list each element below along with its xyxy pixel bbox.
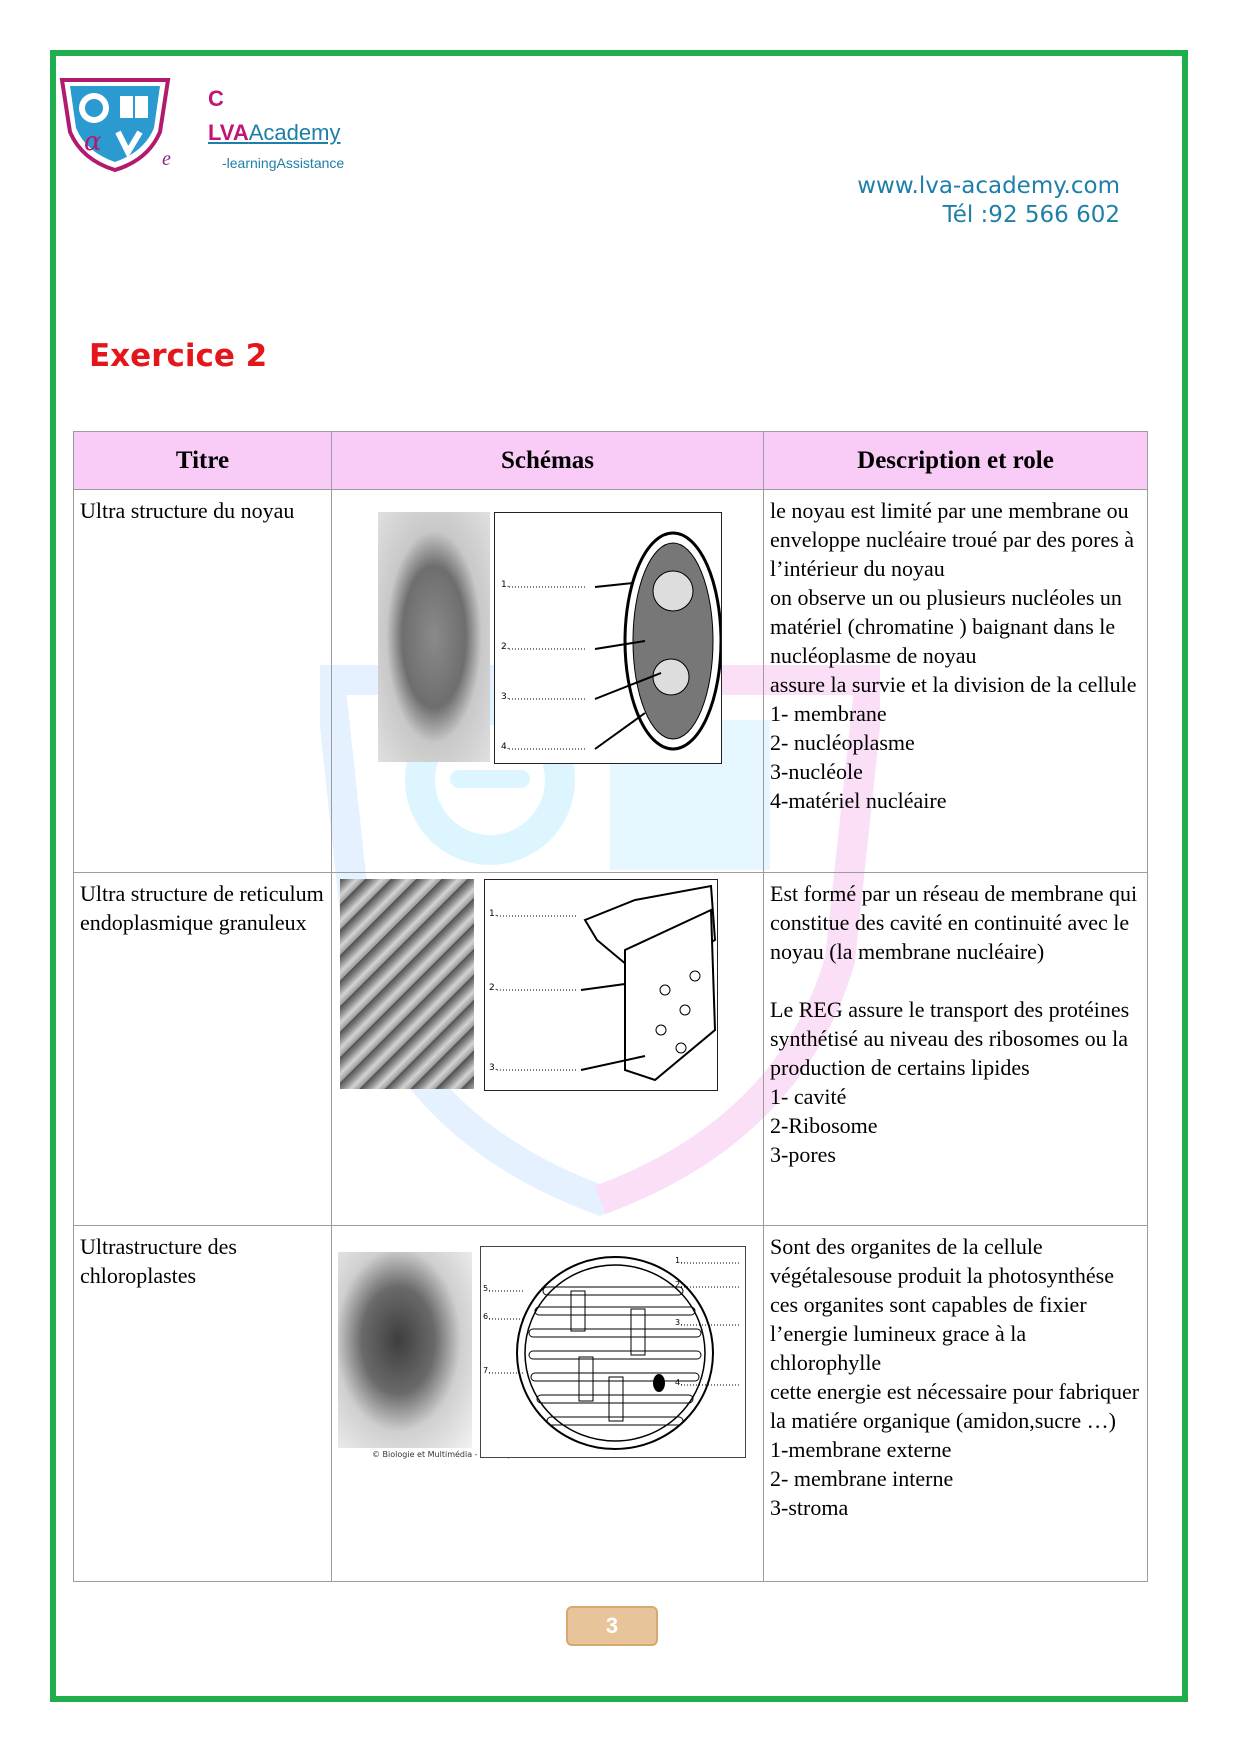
diagram-label-3: 3. bbox=[675, 1318, 683, 1327]
header-titre: Titre bbox=[74, 432, 332, 490]
header-description: Description et role bbox=[764, 432, 1148, 490]
diagram-label-2: 2. bbox=[501, 642, 510, 652]
diagram-label-3: 3. bbox=[501, 692, 510, 702]
schema-cell bbox=[332, 490, 764, 873]
table-row bbox=[74, 490, 1148, 873]
diagram-label-2: 2. bbox=[675, 1280, 683, 1289]
description-line: 2- membrane interne bbox=[770, 1466, 954, 1491]
diagram-label-7: 7. bbox=[483, 1366, 491, 1375]
diagram-label-5: 5. bbox=[483, 1284, 491, 1293]
reticulum-micrograph bbox=[340, 879, 474, 1089]
diagram-label-1: 1. bbox=[501, 580, 510, 590]
description-line: 3-nucléole bbox=[770, 759, 863, 784]
description-line: Le REG assure le transport des protéines synthétisé au niveau des ribosomes ou la production de certains lipides bbox=[770, 997, 1130, 1080]
brand-name[interactable] bbox=[208, 120, 340, 146]
diagram-label-3: 3. bbox=[489, 1063, 498, 1073]
row-title: Ultra structure de reticulum endoplasmique granuleux bbox=[74, 873, 332, 1226]
lva-academy-logo bbox=[56, 76, 174, 172]
diagram-label-6: 6. bbox=[483, 1312, 491, 1321]
description-line: assure la survie et la division de la cellule bbox=[770, 672, 1137, 697]
brand-letter-e: e bbox=[162, 148, 171, 170]
description-line: 2-Ribosome bbox=[770, 1113, 878, 1138]
reticulum-diagram bbox=[484, 879, 718, 1091]
description-line: 1- cavité bbox=[770, 1084, 847, 1109]
chloroplast-micrograph bbox=[338, 1252, 472, 1448]
header-schemas: Schémas bbox=[332, 432, 764, 490]
description-line: 1- membrane bbox=[770, 701, 887, 726]
table-row bbox=[74, 1226, 1148, 1582]
description-line: Est formé par un réseau de membrane qui constitue des cavité en continuité avec le noyau (la membrane nucléaire) bbox=[770, 881, 1138, 964]
diagram-label-2: 2. bbox=[489, 983, 498, 993]
description-line: Sont des organites de la cellule végétalesouse produit la photosynthése bbox=[770, 1234, 1114, 1288]
diagram-label-4: 4. bbox=[501, 742, 510, 752]
description-line: le noyau est limité par une membrane ou enveloppe nucléaire troué par des pores à l’intérieur du noyau bbox=[770, 498, 1135, 581]
description-cell bbox=[764, 1226, 1148, 1582]
exercise-table bbox=[73, 431, 1148, 1582]
description-spacer bbox=[770, 966, 1141, 995]
description-line: 1-membrane externe bbox=[770, 1437, 952, 1462]
description-line: 3-pores bbox=[770, 1142, 836, 1167]
description-line: 2- nucléoplasme bbox=[770, 730, 915, 755]
exercise-title: Exercice 2 bbox=[89, 338, 268, 374]
diagram-label-1: 1. bbox=[675, 1256, 683, 1265]
contact-block bbox=[760, 172, 1120, 230]
nucleus-diagram bbox=[494, 512, 722, 764]
page-number-badge: 3 bbox=[566, 1606, 658, 1646]
row-title: Ultra structure du noyau bbox=[74, 490, 332, 873]
schema-cell bbox=[332, 873, 764, 1226]
svg-text:α: α bbox=[84, 127, 102, 157]
diagram-label-4: 4. bbox=[675, 1378, 683, 1387]
nucleus-micrograph bbox=[378, 512, 490, 762]
chloroplast-diagram bbox=[480, 1246, 746, 1458]
description-cell bbox=[764, 873, 1148, 1226]
photo-credit: © Biologie et Multimédia - G. Tucquet bbox=[372, 1450, 523, 1459]
description-line: on observe un ou plusieurs nucléoles un matériel (chromatine ) baignant dans le nucléoplasme de noyau bbox=[770, 585, 1122, 668]
diagram-label-1: 1. bbox=[489, 909, 498, 919]
description-line: ces organites sont capables de fixier l’energie lumineux grace à la chlorophylle bbox=[770, 1292, 1087, 1375]
phone-number: Tél :92 566 602 bbox=[942, 202, 1120, 228]
brand-tagline: -learningAssistance bbox=[222, 155, 345, 171]
website-link[interactable]: www.lva-academy.com bbox=[857, 173, 1120, 199]
row-title: Ultrastructure des chloroplastes bbox=[74, 1226, 332, 1582]
schema-cell bbox=[332, 1226, 764, 1582]
brand-lva: LVA bbox=[208, 120, 249, 145]
description-line: 3-stroma bbox=[770, 1495, 849, 1520]
table-row bbox=[74, 873, 1148, 1226]
description-cell bbox=[764, 490, 1148, 873]
brand-letter-c: C bbox=[208, 86, 224, 111]
table-header-row bbox=[74, 432, 1148, 490]
brand-academy: Academy bbox=[248, 120, 341, 145]
description-line: 4-matériel nucléaire bbox=[770, 788, 947, 813]
description-line: cette energie est nécessaire pour fabriquer la matiére organique (amidon,sucre …) bbox=[770, 1379, 1140, 1433]
